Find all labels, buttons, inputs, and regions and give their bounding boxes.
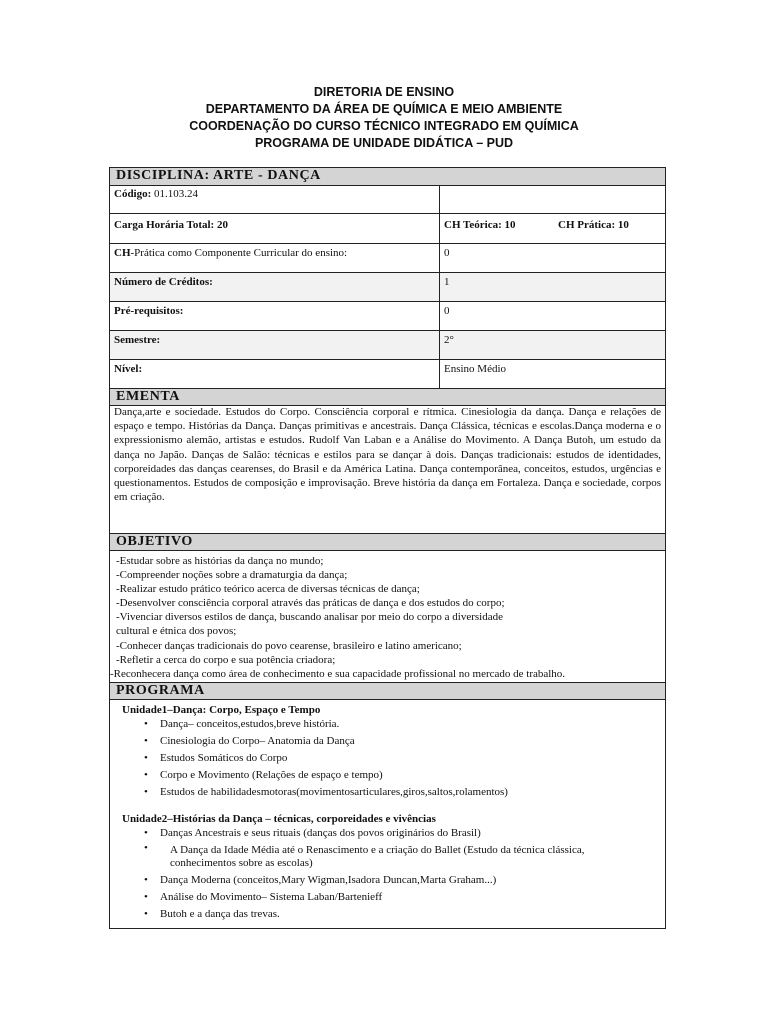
header-line-3: COORDENAÇÃO DO CURSO TÉCNICO INTEGRADO EM QUÍMICA bbox=[189, 119, 579, 133]
unit2-title: Unidade2–Histórias da Dança – técnicas, corporeidades e vivências bbox=[122, 813, 436, 825]
objetivo-item: -Compreender noções sobre a dramaturgia da dança; bbox=[116, 569, 348, 582]
objetivo-item: -Estudar sobre as histórias da dança no mundo; bbox=[116, 555, 324, 567]
row-creditos bbox=[110, 273, 665, 302]
header-line-2: DEPARTAMENTO DA ÁREA DE QUÍMICA E MEIO AMBIENTE bbox=[205, 102, 563, 116]
list-item: • Danças Ancestrais e seus rituais (danças dos povos originários do Brasil) bbox=[122, 825, 662, 842]
programa-heading: PROGRAMA bbox=[110, 682, 665, 700]
unit2-list bbox=[122, 825, 662, 923]
row-prerequisitos bbox=[110, 302, 665, 331]
row-semestre bbox=[110, 331, 665, 360]
objetivo-item: -Refletir a cerca do corpo e sua potência criadora; bbox=[116, 653, 336, 666]
objetivo-item: cultural e étnica dos povos; bbox=[116, 625, 237, 638]
list-item: • Estudos Somáticos do Corpo bbox=[122, 750, 662, 767]
semestre-value: 2° bbox=[444, 334, 454, 346]
list-item: • Butoh e a dança das trevas. bbox=[122, 906, 662, 923]
creditos-value: 1 bbox=[444, 276, 450, 288]
objetivo-list bbox=[110, 554, 661, 681]
objetivo-item: -Reconhecera dança como área de conhecimento e sua capacidade profissional no mercado de trabalho. bbox=[110, 667, 566, 680]
list-item: • Corpo e Movimento (Relações de espaço e tempo) bbox=[122, 767, 662, 784]
ementa-text: Dança,arte e sociedade. Estudos do Corpo. Consciência corporal e rítmica. Cinesiologia da dança. Dança e relações de espaço e tempo. Histórias da Dança. Danças primitivas e ancestrais. Dança Clássica, técnicas e escolas.Dança moderna e o expressionismo alemão, artistas e estudos. Rudolf Van Laban e a Análise do Movimento. A Dança Butoh, um estudo da dança no Japão. Danças de Salão: técnicas e estilos para se dançar à dois. Danças tradicionais: estudos de identidades, corporeidades das danças cearenses, do Brasil e da América Latina. Dança contemporânea, conceitos, estudos, urgências e questionamentos. Estudos de composição e improvisação. Breve história da dança em Fortaleza. Dança e sociedade, corpos em criação. bbox=[114, 406, 661, 504]
list-item: • Análise do Movimento– Sistema Laban/Bartenieff bbox=[122, 889, 662, 906]
list-item: • A Dança da Idade Média até o Renascimento e a criação do Ballet (Estudo da técnica clássica, conhecimentos sobre as escolas) bbox=[122, 842, 662, 872]
list-item: • Dança Moderna (conceitos,Mary Wigman,Isadora Duncan,Marta Graham...) bbox=[122, 872, 662, 889]
objetivo-item: -Conhecer danças tradicionais do povo cearense, brasileiro e latino americano; bbox=[116, 639, 462, 652]
objetivo-item: -Vivenciar diversos estilos de dança, buscando analisar por meio do corpo a diversidade bbox=[116, 611, 503, 624]
ementa-heading: EMENTA bbox=[110, 388, 665, 406]
ch-pcc-label: CH bbox=[114, 247, 131, 259]
objetivo-item: -Realizar estudo prático teórico acerca de diversas técnicas de dança; bbox=[116, 583, 420, 596]
ch-teorica: CH Teórica: 10 bbox=[444, 219, 516, 231]
row-nivel bbox=[110, 360, 665, 388]
row-carga-horaria bbox=[110, 214, 665, 244]
codigo-value: 01.103.24 bbox=[154, 188, 199, 200]
nivel-label: Nível: bbox=[114, 363, 143, 375]
carga-horaria-label: Carga Horária Total: 20 bbox=[114, 219, 228, 231]
list-item: • Dança– conceitos,estudos,breve história. bbox=[122, 716, 662, 733]
nivel-value: Ensino Médio bbox=[444, 363, 507, 375]
unit1-title: Unidade1–Dança: Corpo, Espaço e Tempo bbox=[122, 704, 321, 716]
list-item: • Estudos de habilidadesmotoras(movimentosarticulares,giros,saltos,rolamentos) bbox=[122, 784, 662, 801]
programa-content bbox=[122, 704, 662, 923]
prerequisitos-label: Pré-requisitos: bbox=[114, 305, 184, 317]
objetivo-item: -Desenvolver consciência corporal através das práticas de dança e dos estudos do corpo; bbox=[116, 597, 505, 610]
objetivo-heading: OBJETIVO bbox=[110, 533, 665, 551]
unit1-list bbox=[122, 716, 662, 801]
ch-pcc-text: -Prática como Componente Curricular do ensino: bbox=[130, 247, 348, 259]
row-ch-pcc bbox=[110, 244, 665, 273]
codigo-label: Código: bbox=[114, 188, 152, 200]
row-codigo bbox=[110, 186, 665, 214]
document-header bbox=[0, 84, 768, 152]
ch-pcc-value: 0 bbox=[444, 247, 450, 259]
creditos-label: Número de Créditos: bbox=[114, 276, 213, 288]
prerequisitos-value: 0 bbox=[444, 305, 450, 317]
header-line-4: PROGRAMA DE UNIDADE DIDÁTICA – PUD bbox=[254, 136, 514, 150]
header-line-1: DIRETORIA DE ENSINO bbox=[313, 85, 455, 99]
ch-pratica: CH Prática: 10 bbox=[558, 219, 629, 231]
semestre-label: Semestre: bbox=[114, 334, 161, 346]
list-item: • Cinesiologia do Corpo– Anatomia da Dança bbox=[122, 733, 662, 750]
pud-table bbox=[109, 167, 666, 929]
disciplina-heading: DISCIPLINA: ARTE - DANÇA bbox=[110, 167, 665, 186]
